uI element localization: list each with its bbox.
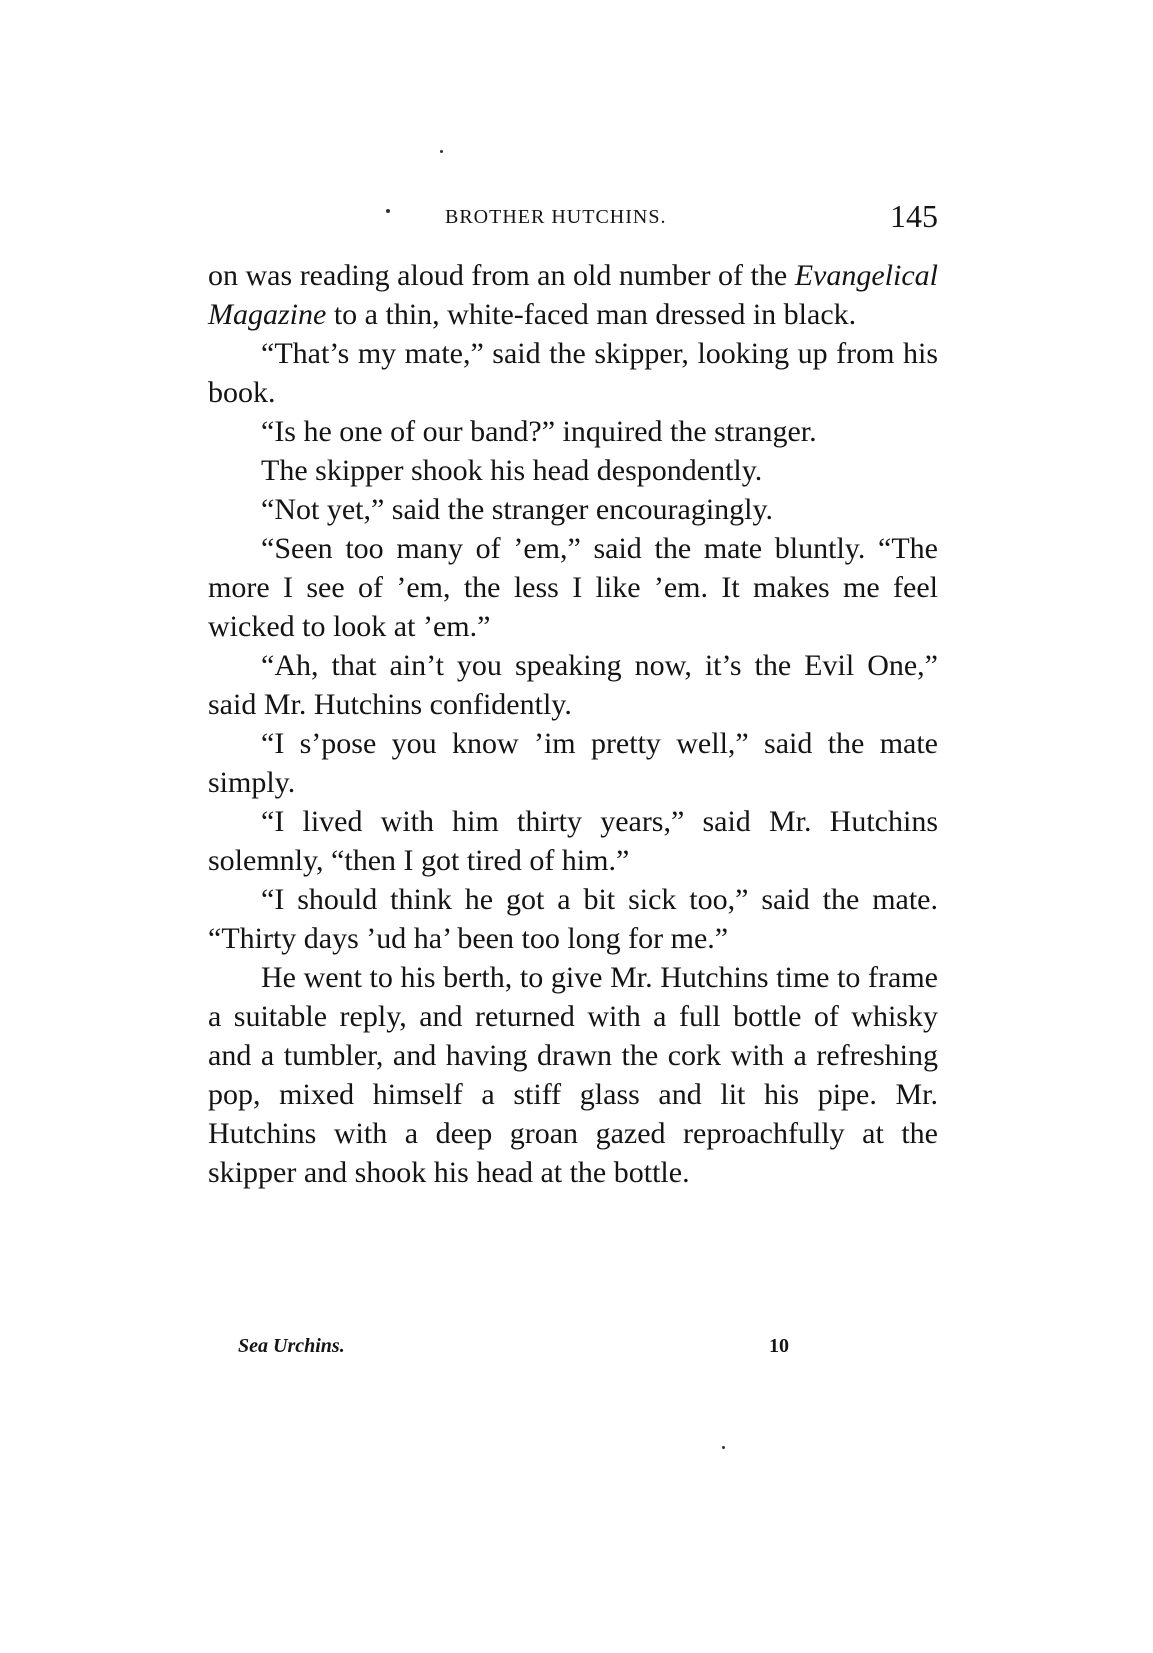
- paragraph: “Ah, that ain’t you speaking now, it’s the Evil One,” said Mr. Hutchins confidently.: [208, 649, 938, 721]
- paragraph: [208, 256, 938, 334]
- paragraph: “I s’pose you know ’im pretty well,” said the mate simply.: [208, 727, 938, 799]
- paragraph: “Not yet,” said the stranger encouragingly.: [261, 493, 774, 526]
- page-number: 145: [890, 198, 938, 234]
- running-head: BROTHER HUTCHINS.: [445, 206, 667, 228]
- paragraph: “That’s my mate,” said the skipper, looking up from his book.: [208, 337, 938, 409]
- paragraph: He went to his berth, to give Mr. Hutchins time to frame a suitable reply, and returned with a full bottle of whisky and a tumbler, and having drawn the cork with a refreshing pop, mixed himself a stiff glass and lit his pipe. Mr. Hutchins with a deep groan gazed reproachfully at the skipper and shook his head at the bottle.: [208, 961, 938, 1189]
- paragraph: The skipper shook his head despondently.: [261, 454, 763, 487]
- print-speck: [440, 150, 443, 153]
- paragraph-text: on was reading aloud from an old number of the: [208, 259, 795, 292]
- paragraph: “Is he one of our band?” inquired the stranger.: [261, 415, 817, 448]
- paragraph: “Seen too many of ’em,” said the mate bluntly. “The more I see of ’em, the less I like ’em. It makes me feel wicked to look at ’em.”: [208, 532, 938, 643]
- print-speck: [722, 1446, 725, 1449]
- signature-mark: Sea Urchins.: [238, 1335, 345, 1357]
- magazine-title: Evangelical Magazine: [208, 259, 938, 331]
- paragraph: “I lived with him thirty years,” said Mr. Hutchins solemnly, “then I got tired of him.”: [208, 805, 938, 877]
- paragraph-text: to a thin, white-faced man dressed in black.: [326, 298, 857, 331]
- paragraph: “I should think he got a bit sick too,” said the mate. “Thirty days ’ud ha’ been too long for me.”: [208, 883, 938, 955]
- body-text: [208, 256, 938, 1192]
- page-header: [208, 198, 938, 242]
- page-footer: [238, 1335, 818, 1365]
- signature-number: 10: [769, 1335, 789, 1357]
